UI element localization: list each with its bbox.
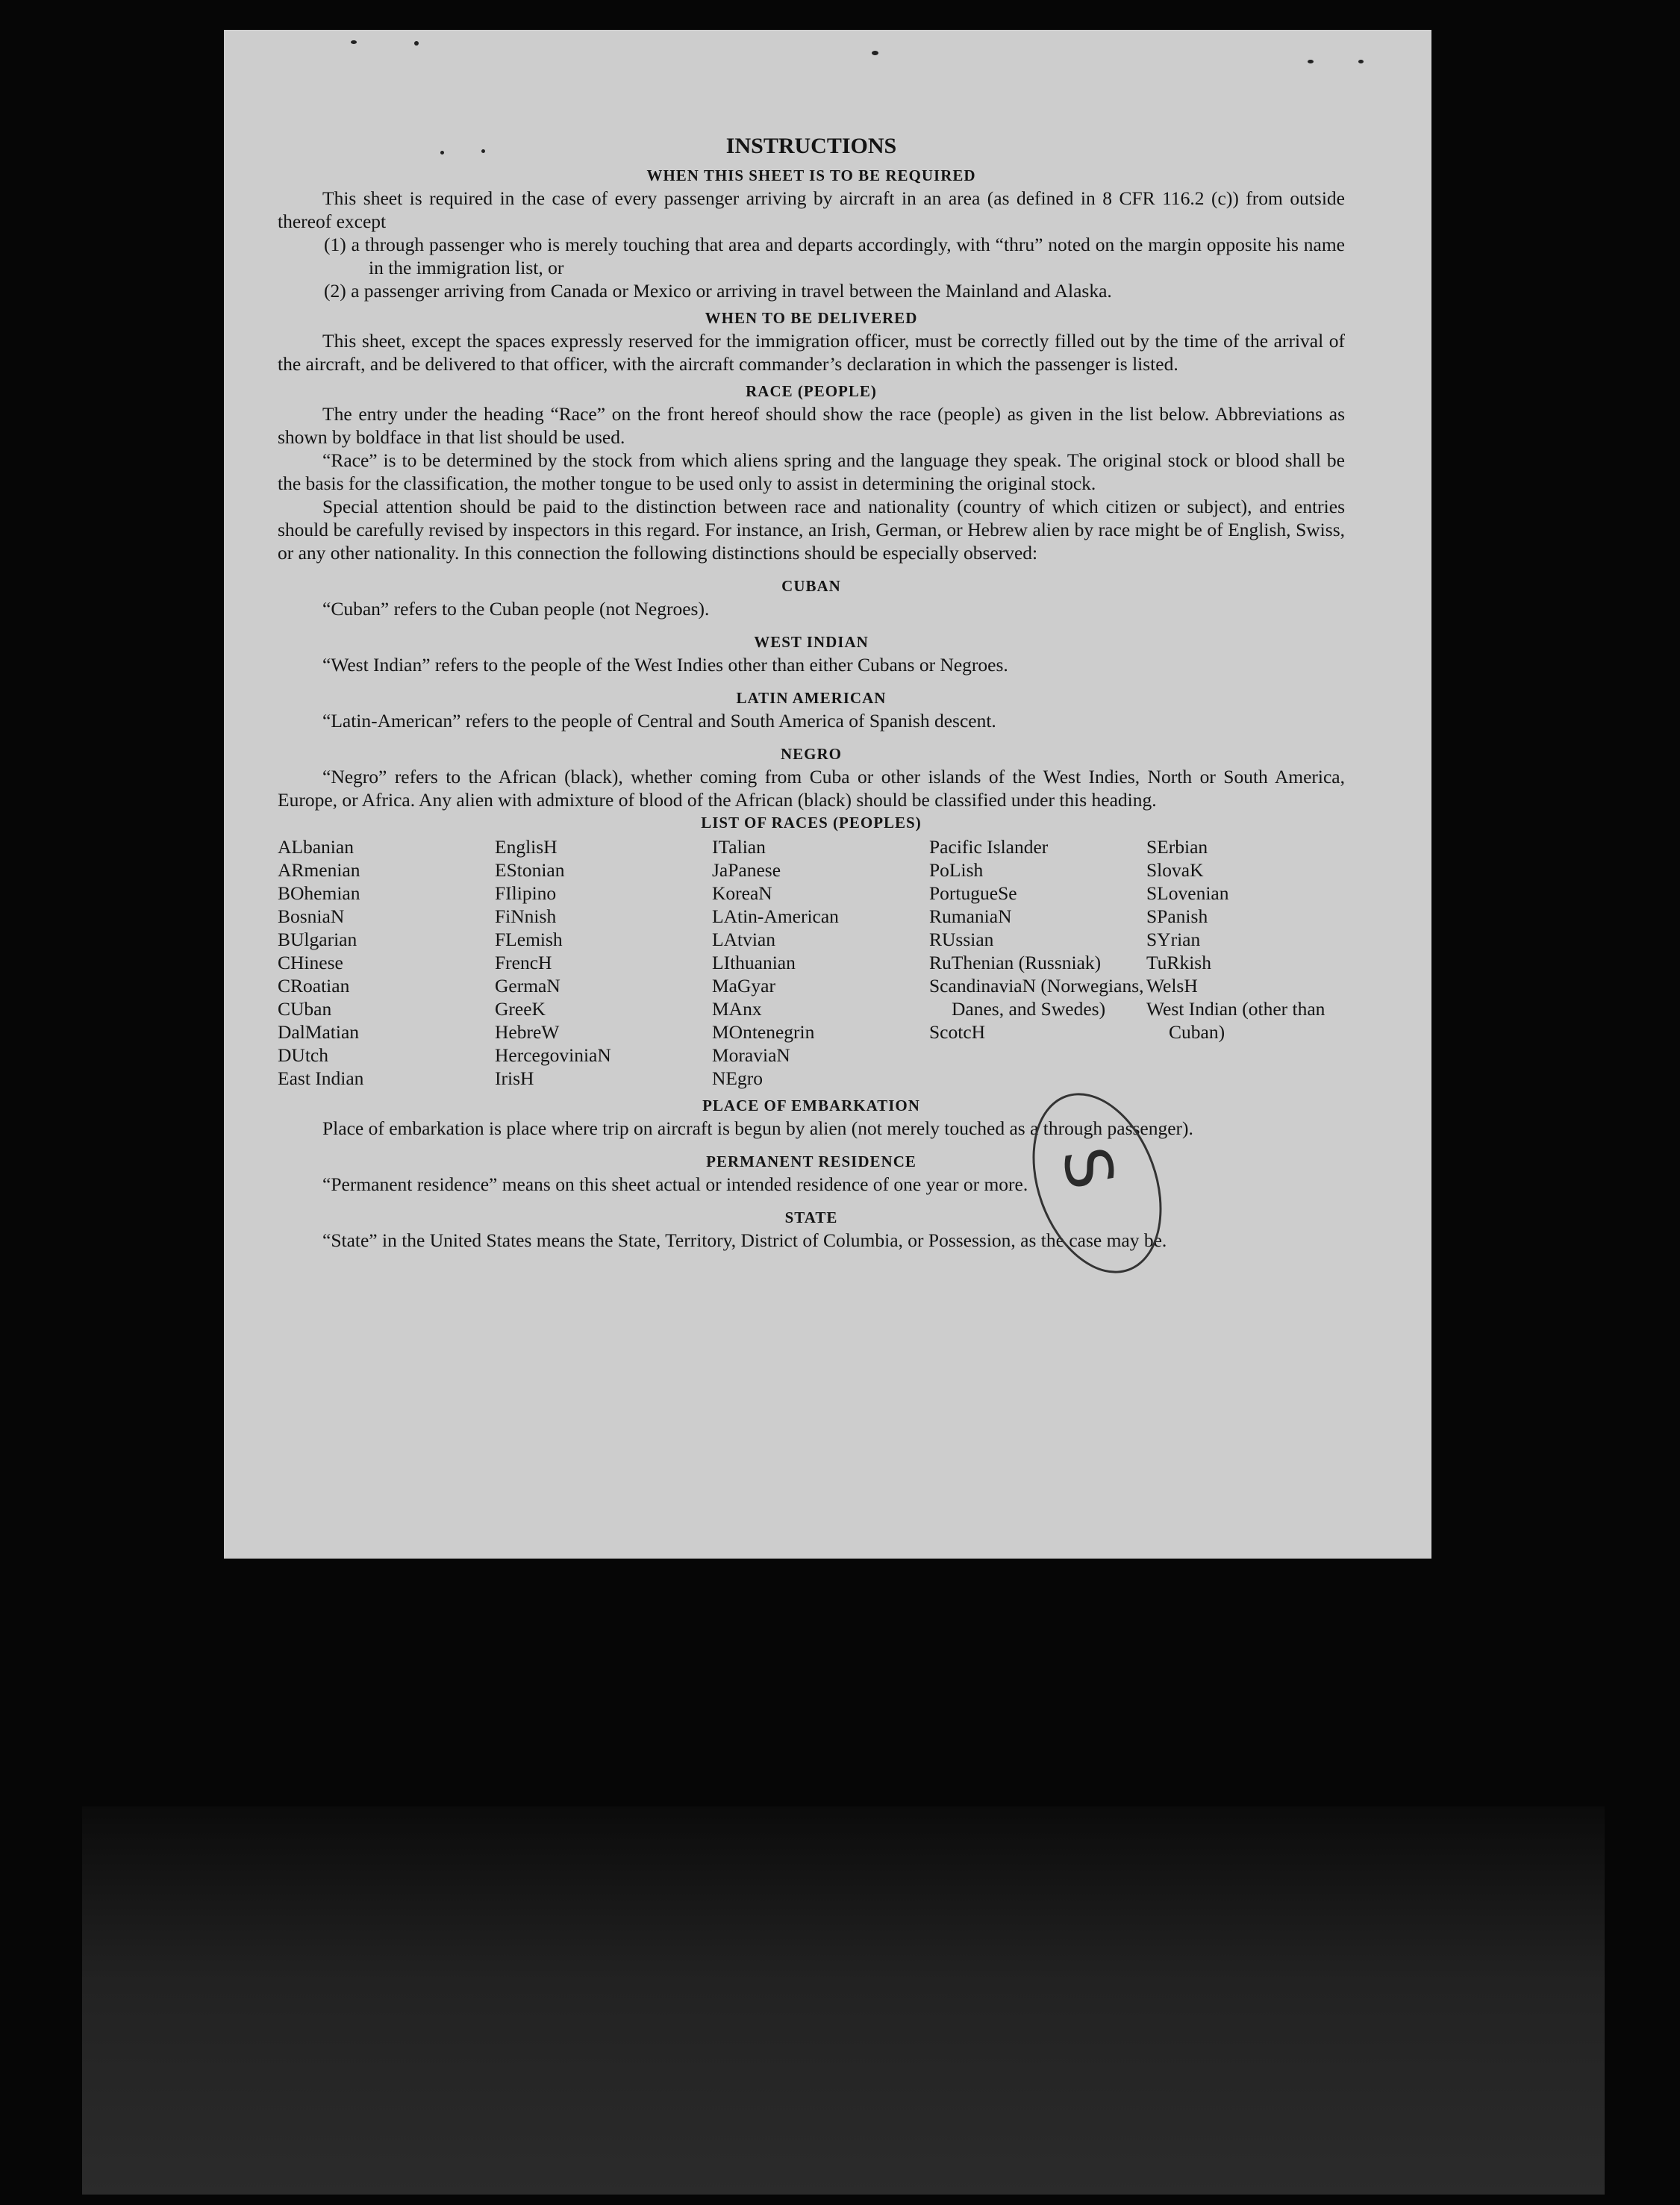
section-heading: WHEN TO BE DELIVERED — [705, 309, 918, 327]
paragraph: “Negro” refers to the African (black), whether coming from Cuba or other islands of the West Indies, North or South America, Europe, or Africa. Any alien with admixture of blood of the African (black) should be classified under this heading. — [278, 766, 1345, 811]
race-entry: PortugueSe — [929, 882, 1017, 904]
race-entry: JaPanese — [712, 859, 781, 881]
race-column — [712, 835, 929, 1090]
race-list — [278, 835, 1345, 1090]
race-entry: PoLish — [929, 859, 984, 881]
paragraph: “State” in the United States means the State, Territory, District of Columbia, or Possession, as the case may be. — [322, 1229, 1167, 1251]
race-column — [929, 835, 1146, 1090]
race-entry: NEgro — [712, 1067, 763, 1089]
race-entry: IrisH — [495, 1067, 534, 1089]
section-heading: RACE (PEOPLE) — [746, 382, 877, 400]
race-entry: SlovaK — [1146, 859, 1204, 881]
race-entry: EStonian — [495, 859, 565, 881]
race-entry: ARmenian — [278, 859, 360, 881]
race-entry: FiNnish — [495, 905, 557, 927]
paragraph: “Cuban” refers to the Cuban people (not Negroes). — [322, 598, 710, 620]
race-entry: DalMatian — [278, 1021, 360, 1043]
race-entry: LIthuanian — [712, 952, 796, 973]
race-entry: GermaN — [495, 975, 560, 997]
race-entry: FrencH — [495, 952, 552, 973]
paragraph: Special attention should be paid to the distinction between race and nationality (country of which citizen or subject), and entries should be carefully revised by inspectors in this regard. For instance, an Irish, German, or Hebrew alien by race might be of English, Swiss, or any other nationality. In this connection the following distinctions should be especially observed: — [278, 496, 1345, 564]
list-item: (1) a through passenger who is merely touching that area and departs accordingly, with “thru” noted on the margin opposite his name in the immigration list, or — [324, 234, 1345, 278]
speck-mark — [1308, 60, 1314, 63]
speck-mark — [414, 41, 419, 46]
speck-mark — [351, 40, 357, 44]
race-entry: KoreaN — [712, 882, 772, 904]
race-entry: LAtvian — [712, 929, 775, 950]
race-entry: HercegoviniaN — [495, 1044, 611, 1066]
section-heading: NEGRO — [780, 745, 842, 763]
race-entry: EnglisH — [495, 836, 558, 858]
race-entry: MOntenegrin — [712, 1021, 815, 1043]
speck-mark — [872, 51, 878, 55]
section-heading: LATIN AMERICAN — [736, 689, 887, 707]
race-entry: RumaniaN — [929, 905, 1012, 927]
race-entry: SLovenian — [1146, 882, 1229, 904]
race-entry: Pacific Islander — [929, 836, 1049, 858]
paragraph: The entry under the heading “Race” on the front hereof should show the race (people) as given in the list below. Abbreviations as shown by boldface in that list should be used. — [278, 403, 1345, 448]
section-heading: PLACE OF EMBARKATION — [702, 1097, 920, 1114]
race-entry: SErbian — [1146, 836, 1208, 858]
paragraph: “Latin-American” refers to the people of Central and South America of Spanish descent. — [322, 710, 996, 732]
race-entry: RUssian — [929, 929, 994, 950]
section-heading: WHEN THIS SHEET IS TO BE REQUIRED — [646, 166, 976, 184]
race-entry: DUtch — [278, 1044, 328, 1066]
race-entry: HebreW — [495, 1021, 560, 1043]
paragraph: “Race” is to be determined by the stock from which aliens spring and the language they speak. The original stock or blood shall be the basis for the classification, the mother tongue to be used only to assist in determining the original stock. — [278, 449, 1345, 494]
section-heading: STATE — [784, 1208, 838, 1226]
race-entry: BUlgarian — [278, 929, 357, 950]
race-entry: ITalian — [712, 836, 766, 858]
race-entry: GreeK — [495, 998, 546, 1020]
race-entry: CUban — [278, 998, 332, 1020]
race-entry: ScandinaviaN (Norwegians, Danes, and Swedes) — [929, 975, 1144, 1020]
race-entry: BosniaN — [278, 905, 345, 927]
instruction-sheet — [224, 30, 1431, 1559]
paragraph: “West Indian” refers to the people of the West Indies other than either Cubans or Negroes. — [322, 654, 1008, 676]
race-entry: TuRkish — [1146, 952, 1211, 973]
race-column — [495, 835, 712, 1090]
race-entry: MaGyar — [712, 975, 775, 997]
race-entry: SYrian — [1146, 929, 1201, 950]
race-entry: East Indian — [278, 1067, 364, 1089]
race-entry: SPanish — [1146, 905, 1208, 927]
document-content — [278, 133, 1345, 1252]
race-entry: CRoatian — [278, 975, 350, 997]
section-heading: WEST INDIAN — [754, 633, 869, 651]
speck-mark — [1358, 60, 1364, 63]
list-item: (2) a passenger arriving from Canada or Mexico or arriving in travel between the Mainland and Alaska. — [324, 280, 1112, 302]
race-entry: FIlipino — [495, 882, 557, 904]
race-entry: WelsH — [1146, 975, 1198, 997]
race-entry: BOhemian — [278, 882, 360, 904]
paragraph: “Permanent residence” means on this sheet actual or intended residence of one year or more. — [322, 1173, 1028, 1195]
scanner-bed-shadow — [82, 1806, 1605, 2195]
document-title: INSTRUCTIONS — [725, 134, 897, 158]
race-entry: MoraviaN — [712, 1044, 790, 1066]
race-entry: LAtin-American — [712, 905, 839, 927]
paragraph: Place of embarkation is place where trip on aircraft is begun by alien (not merely touched as a through passenger). — [322, 1117, 1193, 1139]
paragraph: This sheet, except the spaces expressly reserved for the immigration officer, must be correctly filled out by the time of the arrival of the aircraft, and be delivered to that officer, with the aircraft commander’s declaration in which the passenger is listed. — [278, 330, 1345, 375]
race-entry: CHinese — [278, 952, 343, 973]
race-entry: West Indian (other than Cuban) — [1146, 998, 1325, 1043]
section-heading: CUBAN — [781, 577, 841, 595]
race-entry: ALbanian — [278, 836, 354, 858]
race-entry: MAnx — [712, 998, 762, 1020]
paragraph: This sheet is required in the case of every passenger arriving by aircraft in an area (as defined in 8 CFR 116.2 (c)) from outside thereof except — [278, 187, 1345, 232]
race-entry: ScotcH — [929, 1021, 986, 1043]
race-entry: FLemish — [495, 929, 563, 950]
handwritten-annotation: S — [1047, 1141, 1128, 1195]
races-heading: LIST OF RACES (PEOPLES) — [701, 814, 922, 832]
race-column — [1146, 835, 1364, 1090]
section-heading: PERMANENT RESIDENCE — [706, 1153, 916, 1170]
race-entry: RuThenian (Russniak) — [929, 952, 1102, 973]
race-column — [278, 835, 495, 1090]
